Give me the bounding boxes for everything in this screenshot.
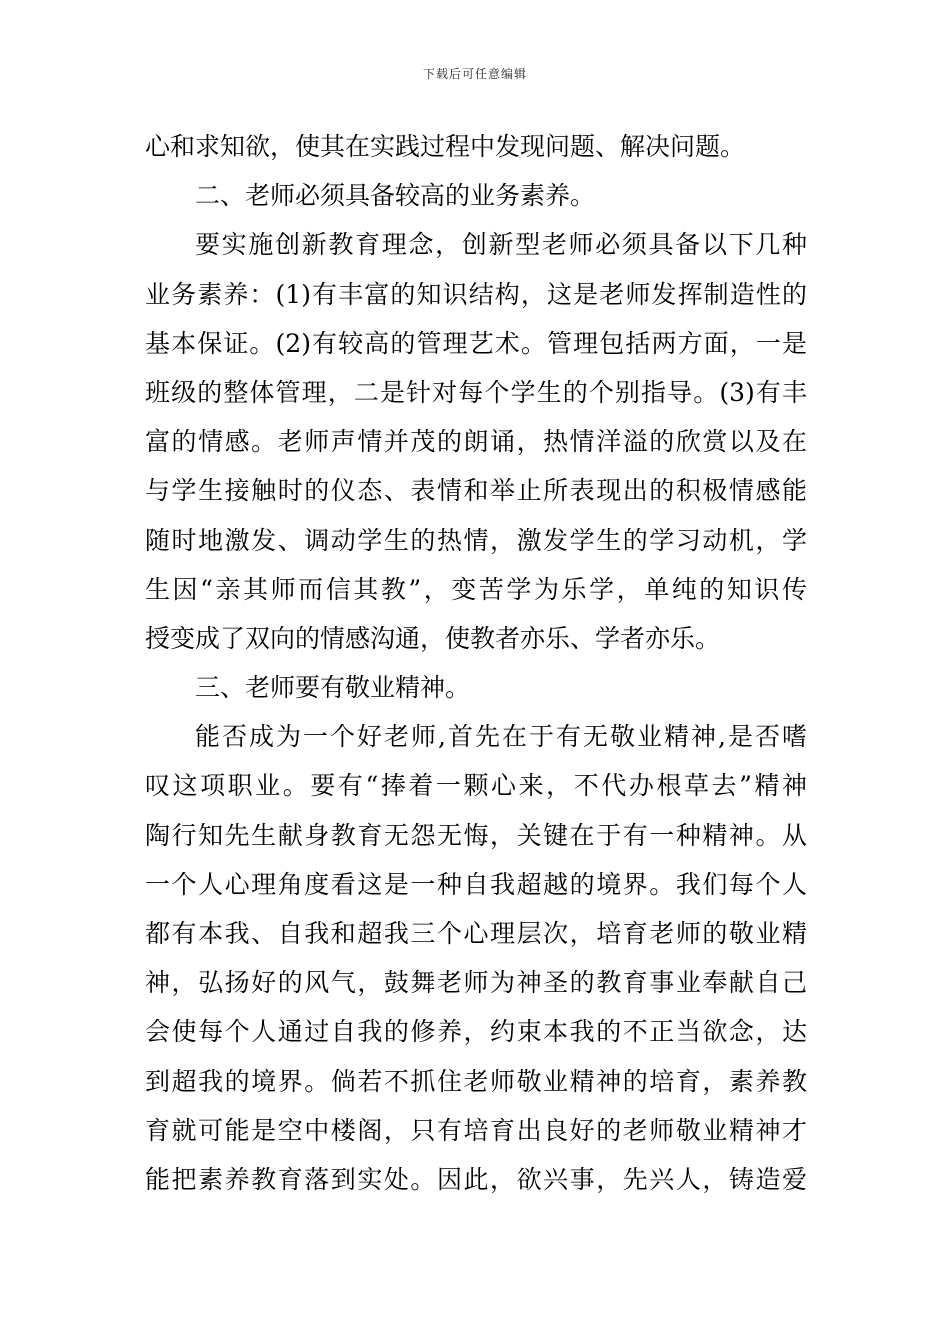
paragraph-line: 班级的整体管理，二是针对每个学生的个别指导。(3)有丰 xyxy=(145,377,807,407)
paragraph-line: 生因“亲其师而信其教”，变苦学为乐学，单纯的知识传 xyxy=(145,574,807,604)
paragraph-line: 与学生接触时的仪态、表情和举止所表现出的积极情感能 xyxy=(145,476,807,506)
body-text xyxy=(145,122,807,1204)
paragraph-line: 都有本我、自我和超我三个心理层次，培育老师的敬业精 xyxy=(145,919,807,948)
paragraph-line: 一个人心理角度看这是一种自我超越的境界。我们每个人 xyxy=(145,869,807,899)
section-heading: 二、老师必须具备较高的业务素养。 xyxy=(195,181,596,211)
paragraph-line: 会使每个人通过自我的修养，约束本我的不正当欲念，达 xyxy=(145,1017,807,1047)
paragraph-line: 神，弘扬好的风气，鼓舞老师为神圣的教育事业奉献自己 xyxy=(145,968,807,998)
paragraph-line: 要实施创新教育理念，创新型老师必须具备以下几种 xyxy=(195,230,807,260)
paragraph-line: 随时地激发、调动学生的热情，激发学生的学习动机，学 xyxy=(145,525,807,555)
section-heading: 三、老师要有敬业精神。 xyxy=(195,673,471,703)
paragraph-line: 育就可能是空中楼阁，只有培育出良好的老师敬业精神才 xyxy=(145,1115,807,1145)
paragraph-line: 到超我的境界。倘若不抓住老师敬业精神的培育，素养教 xyxy=(145,1066,807,1096)
paragraph-line: 授变成了双向的情感沟通，使教者亦乐、学者亦乐。 xyxy=(145,623,721,653)
paragraph-line: 能把素养教育落到实处。因此，欲兴事，先兴人，铸造爱 xyxy=(145,1164,807,1194)
paragraph-line: 心和求知欲，使其在实践过程中发现问题、解决问题。 xyxy=(145,132,746,161)
paragraph-line: 业务素养：(1)有丰富的知识结构，这是老师发挥制造性的 xyxy=(145,279,807,309)
paragraph-line: 叹这项职业。要有“捧着一颗心来，不代办根草去”精神 xyxy=(145,771,807,801)
paragraph-line: 基本保证。(2)有较高的管理艺术。管理包括两方面，一是 xyxy=(145,328,807,358)
paragraph-line: 能否成为一个好老师,首先在于有无敬业精神,是否嗜 xyxy=(195,722,807,752)
paragraph-line: 陶行知先生献身教育无怨无悔，关键在于有一种精神。从 xyxy=(145,820,807,850)
header-note: 下载后可任意编辑 xyxy=(422,67,527,81)
paragraph-line: 富的情感。老师声情并茂的朗诵，热情洋溢的欣赏以及在 xyxy=(145,427,807,457)
